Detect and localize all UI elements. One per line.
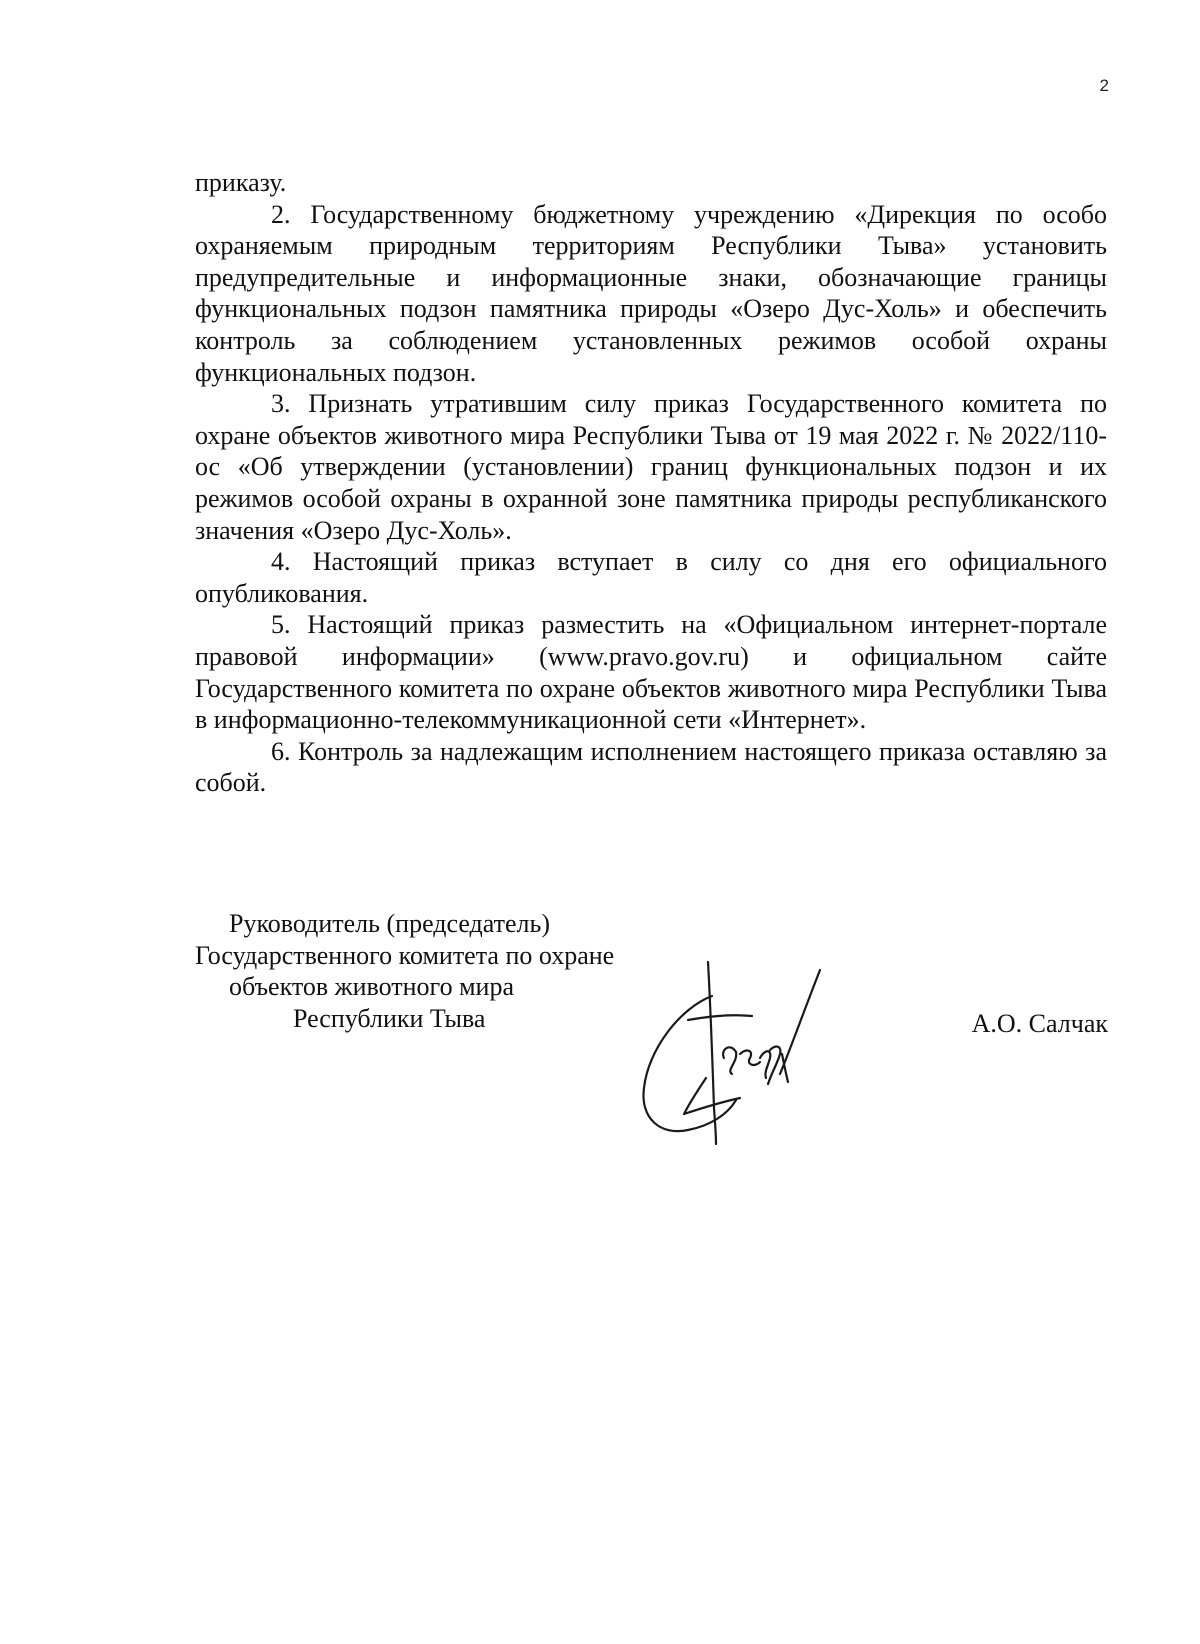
position-line: Республики Тыва: [293, 1003, 486, 1033]
position-line: Руководитель (председатель): [229, 909, 551, 938]
position-line: Государственного комитета по охране: [195, 940, 615, 970]
paragraph-item-4: 4. Настоящий приказ вступает в силу со дня его официального опубликования.: [195, 547, 1107, 608]
paragraph-item-2: 2. Государственному бюджетному учреждению «Дирекция по особо охраняемым природным территориям Республики Тыва» установить предупредительные и информационные знаки, обозначающие границы функциональных подзон памятника природы «Озеро Дус-Холь» и обеспечить контроль за соблюдением установленных режимов особой охраны функциональных подзон.: [195, 199, 1107, 387]
handwritten-signature: [640, 958, 850, 1148]
page-number: 2: [1099, 76, 1109, 95]
paragraph-item-6: 6. Контроль за надлежащим исполнением настоящего приказа оставляю за собой.: [195, 736, 1107, 798]
signatory-position: [195, 908, 655, 1034]
signer-name: А.О. Салчак: [971, 1009, 1108, 1038]
paragraph-item-5: 5. Настоящий приказ разместить на «Официальном интернет-портале правовой информации» (www.pravo.gov.ru) и официальном сайте Государственного комитета по охране объектов животного мира Республики Тыва в информационно-телекоммуникационной сети «Интернет».: [195, 610, 1107, 735]
document-body: [195, 167, 1107, 799]
position-line: объектов животного мира: [229, 972, 514, 1001]
paragraph-item-3: 3. Признать утратившим силу приказ Государственного комитета по охране объектов животного мира Республики Тыва от 19 мая 2022 г. № 2022/110-ос «Об утверждении (установлении) границ функциональных подзон и их режимов особой охраны в охранной зоне памятника природы республиканского значения «Озеро Дус-Холь».: [195, 389, 1107, 545]
paragraph-continuation: приказу.: [195, 168, 287, 197]
